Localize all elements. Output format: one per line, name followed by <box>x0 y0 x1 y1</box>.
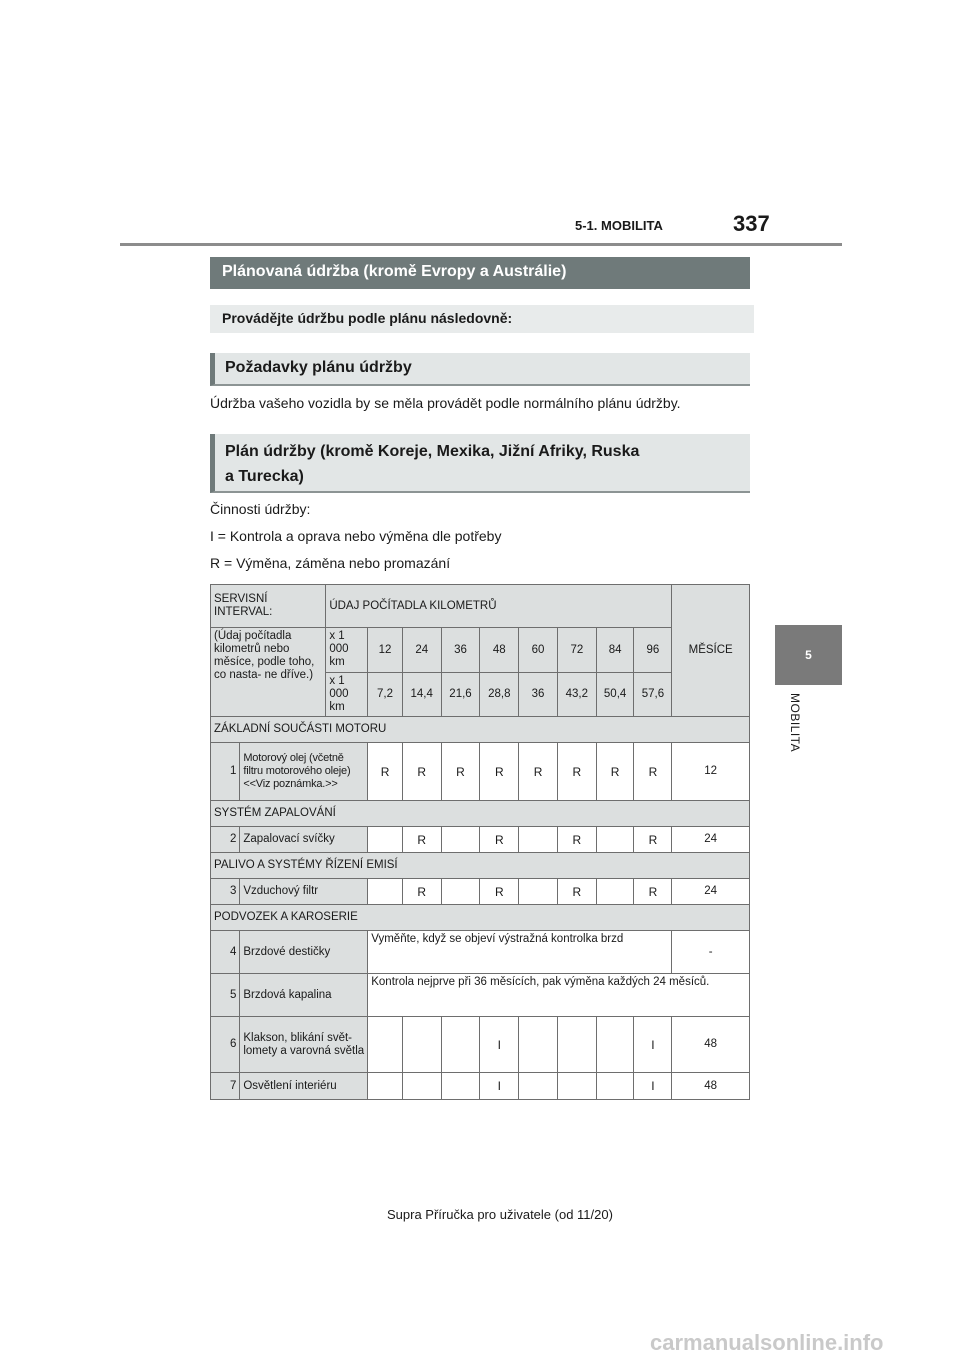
item-number: 6 <box>211 1017 240 1073</box>
schedule-cell <box>596 827 634 853</box>
schedule-cell <box>519 879 558 905</box>
item-name: Zapalovací svíčky <box>240 827 368 853</box>
km-value: 43,2 <box>557 673 596 717</box>
section-ignition: SYSTÉM ZAPALOVÁNÍ <box>211 801 750 827</box>
section-banner: Plánovaná údržba (kromě Evropy a Austrálie) <box>210 257 750 289</box>
item-name: Osvětlení interiéru <box>240 1073 368 1100</box>
maintenance-table <box>210 584 750 1100</box>
schedule-cell: R <box>402 879 441 905</box>
schedule-cell: R <box>634 827 672 853</box>
item-number: 1 <box>211 743 240 801</box>
schedule-cell <box>441 827 480 853</box>
schedule-cell <box>519 1017 558 1073</box>
km-value: 12 <box>368 628 403 673</box>
schedule-cell <box>402 1017 441 1073</box>
interval-note: (Údaj počítadla kilometrů nebo měsíce, podle toho, co nasta- ne dříve.) <box>211 628 326 717</box>
schedule-cell: R <box>557 743 596 801</box>
km-value: 72 <box>557 628 596 673</box>
footer: Supra Příručka pro uživatele (od 11/20) <box>387 1207 613 1222</box>
schedule-cell: R <box>402 827 441 853</box>
schedule-cell <box>519 1073 558 1100</box>
schedule-cell <box>441 1017 480 1073</box>
item-number: 4 <box>211 931 240 974</box>
schedule-cell <box>368 1073 403 1100</box>
schedule-cell: R <box>557 879 596 905</box>
item-number: 3 <box>211 879 240 905</box>
km-value: 48 <box>480 628 519 673</box>
km-value: 24 <box>402 628 441 673</box>
km-value: 96 <box>634 628 672 673</box>
item-number: 5 <box>211 974 240 1017</box>
item-name: Brzdové destičky <box>240 931 368 974</box>
activities-title: Činnosti údržby: <box>210 501 311 517</box>
schedule-cell: R <box>441 743 480 801</box>
watermark: carmanualsonline.info <box>650 1330 884 1355</box>
table-row <box>211 1017 750 1073</box>
chapter-label: MOBILITA <box>788 693 802 753</box>
item-months: 24 <box>672 879 750 905</box>
item-months: 48 <box>672 1073 750 1100</box>
schedule-cell: R <box>368 743 403 801</box>
km-value: 60 <box>519 628 558 673</box>
table-row <box>211 974 750 1017</box>
item-number: 2 <box>211 827 240 853</box>
unit-label: x 1 000 km <box>326 628 368 673</box>
item-note: Kontrola nejprve při 36 měsících, pak výměna každých 24 měsíců. <box>368 974 750 1017</box>
schedule-cell <box>368 827 403 853</box>
schedule-cell <box>368 879 403 905</box>
item-months: 48 <box>672 1017 750 1073</box>
schedule-cell <box>557 1073 596 1100</box>
schedule-cell: R <box>634 743 672 801</box>
schedule-cell: R <box>480 827 519 853</box>
schedule-cell: R <box>596 743 634 801</box>
schedule-cell: R <box>557 827 596 853</box>
section-label: 5-1. MOBILITA <box>575 218 663 233</box>
item-name: Motorový olej (včetně filtru motorového oleje) <<Viz poznámka.>> <box>240 743 368 801</box>
chapter-tab[interactable] <box>775 625 842 685</box>
section-engine: ZÁKLADNÍ SOUČÁSTI MOTORU <box>211 717 750 743</box>
schedule-cell: I <box>480 1017 519 1073</box>
item-name: Vzduchový filtr <box>240 879 368 905</box>
section-chassis: PODVOZEK A KAROSERIE <box>211 905 750 931</box>
schedule-cell <box>441 1073 480 1100</box>
service-interval-header: SERVISNÍ INTERVAL: <box>211 585 326 628</box>
km-value: 84 <box>596 628 634 673</box>
schedule-cell: R <box>519 743 558 801</box>
km-value: 50,4 <box>596 673 634 717</box>
km-value: 7,2 <box>368 673 403 717</box>
schedule-cell <box>519 827 558 853</box>
schedule-cell <box>368 1017 403 1073</box>
item-name: Klakson, blikání svět- lomety a varovná světla <box>240 1017 368 1073</box>
km-value: 28,8 <box>480 673 519 717</box>
paragraph-schedule: Údržba vašeho vozidla by se měla provádět podle normálního plánu údržby. <box>210 395 681 411</box>
schedule-cell <box>596 1073 634 1100</box>
schedule-cell: R <box>634 879 672 905</box>
schedule-cell <box>596 879 634 905</box>
months-header: MĚSÍCE <box>672 585 750 717</box>
schedule-cell: R <box>480 743 519 801</box>
subheading-plan <box>210 434 750 493</box>
activities-line-r: R = Výměna, záměna nebo promazání <box>210 555 451 571</box>
activities-line-i: I = Kontrola a oprava nebo výměna dle potřeby <box>210 528 502 544</box>
table-row <box>211 743 750 801</box>
schedule-cell <box>402 1073 441 1100</box>
table-row <box>211 931 750 974</box>
page-number: 337 <box>733 211 770 236</box>
km-value: 57,6 <box>634 673 672 717</box>
schedule-cell <box>441 879 480 905</box>
header-rule <box>120 243 842 246</box>
table-row <box>211 879 750 905</box>
chapter-number: 5 <box>805 648 812 662</box>
km-value: 36 <box>441 628 480 673</box>
table-row <box>211 827 750 853</box>
item-note: Vyměňte, když se objeví výstražná kontrolka brzd <box>368 931 672 974</box>
intro-box: Provádějte údržbu podle plánu následovně: <box>210 305 754 333</box>
schedule-cell <box>596 1017 634 1073</box>
item-months: - <box>672 931 750 974</box>
unit-label: x 1 000 km <box>326 673 368 717</box>
item-name: Brzdová kapalina <box>240 974 368 1017</box>
section-fuel: PALIVO A SYSTÉMY ŘÍZENÍ EMISÍ <box>211 853 750 879</box>
item-months: 12 <box>672 743 750 801</box>
subheading-requirements: Požadavky plánu údržby <box>210 353 750 386</box>
subheading-plan-line2: a Turecka) <box>225 468 304 485</box>
schedule-cell: I <box>634 1073 672 1100</box>
km-value: 36 <box>519 673 558 717</box>
subheading-plan-line1: Plán údržby (kromě Koreje, Mexika, Jižní Afriky, Ruska <box>225 443 640 460</box>
table-row <box>211 1073 750 1100</box>
item-months: 24 <box>672 827 750 853</box>
km-value: 21,6 <box>441 673 480 717</box>
schedule-cell: I <box>634 1017 672 1073</box>
km-value: 14,4 <box>402 673 441 717</box>
schedule-cell: R <box>480 879 519 905</box>
item-number: 7 <box>211 1073 240 1100</box>
schedule-cell: R <box>402 743 441 801</box>
odometer-header: ÚDAJ POČÍTADLA KILOMETRŮ <box>326 585 672 628</box>
schedule-cell <box>557 1017 596 1073</box>
schedule-cell: I <box>480 1073 519 1100</box>
